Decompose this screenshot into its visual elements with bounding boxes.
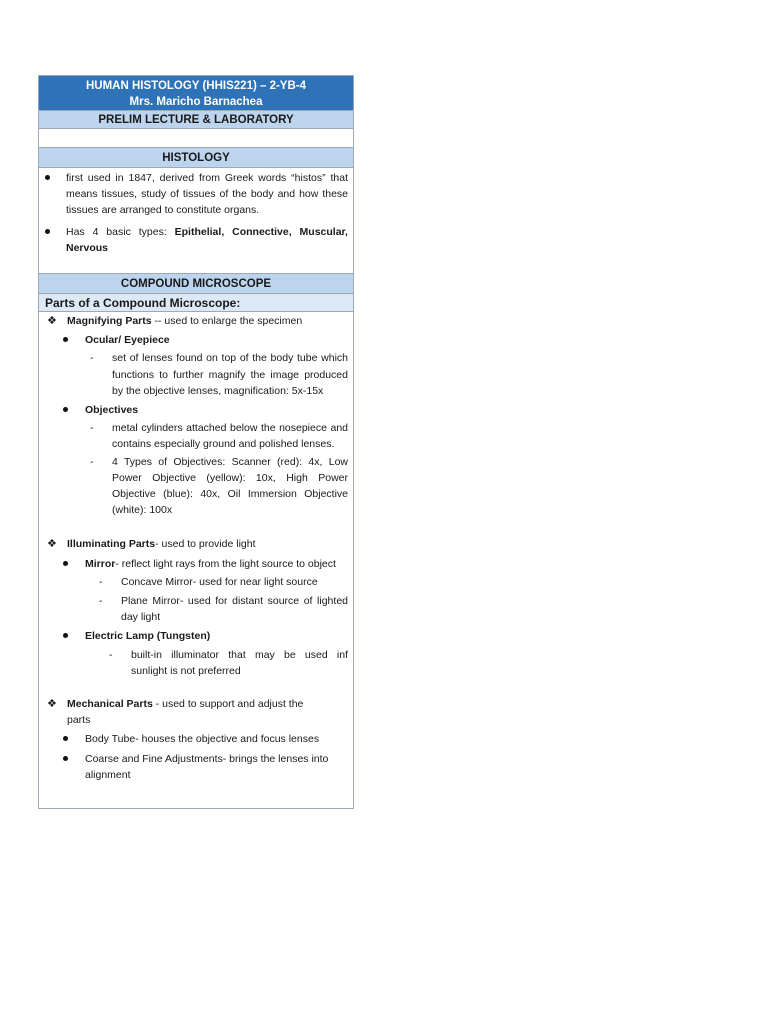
illuminating-desc: - used to provide light — [155, 538, 256, 551]
bullet-icon — [63, 736, 68, 741]
bullet-icon — [63, 756, 68, 761]
objectives-desc-item — [90, 420, 348, 452]
document-page — [38, 75, 354, 809]
microscope-heading: COMPOUND MICROSCOPE — [39, 274, 353, 294]
types-prefix: Has 4 basic types: — [66, 225, 175, 238]
illuminating-parts — [47, 536, 353, 552]
lamp-label: Electric Lamp (Tungsten) — [85, 630, 211, 643]
lamp-desc: built-in illuminator that may be used inf sunlight is not preferred — [131, 648, 348, 677]
ocular-desc-item — [90, 350, 348, 399]
lamp-item — [85, 628, 353, 644]
dash-marker: - — [90, 352, 94, 365]
mechanical-parts — [47, 696, 325, 728]
dash-marker: - — [90, 422, 94, 435]
illuminating-label: Illuminating Parts — [67, 538, 156, 551]
histology-heading: HISTOLOGY — [39, 148, 353, 168]
types-list: Epithelial, Connective, Muscular, Nervous — [66, 225, 348, 254]
mirror-item — [85, 556, 348, 572]
mirror-label: Mirror — [85, 557, 116, 570]
diamond-bullet-icon: ❖ — [47, 315, 57, 328]
diamond-bullet-icon: ❖ — [47, 538, 57, 551]
concave-item — [99, 574, 348, 590]
mechanical-desc: - used to support and adjust the parts — [67, 698, 304, 727]
dash-marker: - — [99, 595, 103, 608]
adjustments-item — [85, 751, 335, 783]
list-item — [66, 170, 348, 219]
magnifying-label: Magnifying Parts — [67, 315, 152, 328]
diamond-bullet-icon: ❖ — [47, 698, 57, 711]
lamp-desc-item — [109, 647, 348, 679]
concave-desc: Concave Mirror- used for near light source — [121, 575, 318, 588]
bullet-icon — [63, 633, 68, 638]
lecture-subtitle: PRELIM LECTURE & LABORATORY — [39, 110, 353, 129]
ocular-desc: set of lenses found on top of the body tube which functions to further magnify the image produced by the objective lenses, magnification: 5x-15x — [112, 352, 348, 397]
microscope-content — [39, 312, 353, 783]
dash-marker: - — [109, 648, 113, 661]
plane-item — [99, 593, 348, 625]
course-header — [39, 76, 353, 110]
histology-definition: first used in 1847, derived from Greek words “histos” that means tissues, study of tissues of the body and how these tissues are arranged to constitute organs. — [66, 172, 348, 217]
course-title: HUMAN HISTOLOGY (HHIS221) – 2-YB-4 — [85, 80, 307, 92]
bullet-icon — [63, 407, 68, 412]
objectives-types: 4 Types of Objectives: Scanner (red): 4x, Low Power Objective (yellow): 10x, High Power Objective (blue): 40x, Oil Immersion Objective (white): 100x — [112, 455, 348, 517]
magnifying-parts — [47, 313, 353, 329]
objectives-types-item — [90, 454, 348, 519]
ocular-item — [85, 332, 353, 348]
parts-heading: Parts of a Compound Microscope: — [39, 294, 353, 312]
plane-desc: Plane Mirror- used for distant source of lighted day light — [121, 595, 348, 624]
bullet-icon — [63, 561, 68, 566]
mirror-desc: - reflect light rays from the light source to object — [115, 557, 336, 570]
dash-marker: - — [90, 455, 94, 468]
objectives-desc: metal cylinders attached below the nosepiece and contains especially ground and polished lenses. — [112, 422, 348, 451]
body-tube-item — [85, 731, 348, 747]
bullet-icon — [45, 229, 50, 234]
magnifying-desc: -- used to enlarge the specimen — [151, 315, 303, 328]
histology-list — [39, 168, 353, 256]
mechanical-label: Mechanical Parts — [67, 698, 153, 711]
list-item — [66, 224, 348, 256]
spacer — [39, 256, 353, 274]
dash-marker: - — [99, 575, 103, 588]
instructor-name: Mrs. Maricho Barnachea — [129, 96, 263, 108]
bullet-icon — [45, 175, 50, 180]
blank-row — [39, 129, 353, 148]
bullet-icon — [63, 337, 68, 342]
body-tube-desc: Body Tube- houses the objective and focus lenses — [85, 733, 320, 746]
ocular-label: Ocular/ Eyepiece — [85, 334, 170, 347]
histology-types — [66, 224, 348, 256]
objectives-label: Objectives — [85, 404, 139, 417]
objectives-item — [85, 402, 353, 418]
adjustments-desc: Coarse and Fine Adjustments- brings the lenses into alignment — [85, 752, 329, 781]
